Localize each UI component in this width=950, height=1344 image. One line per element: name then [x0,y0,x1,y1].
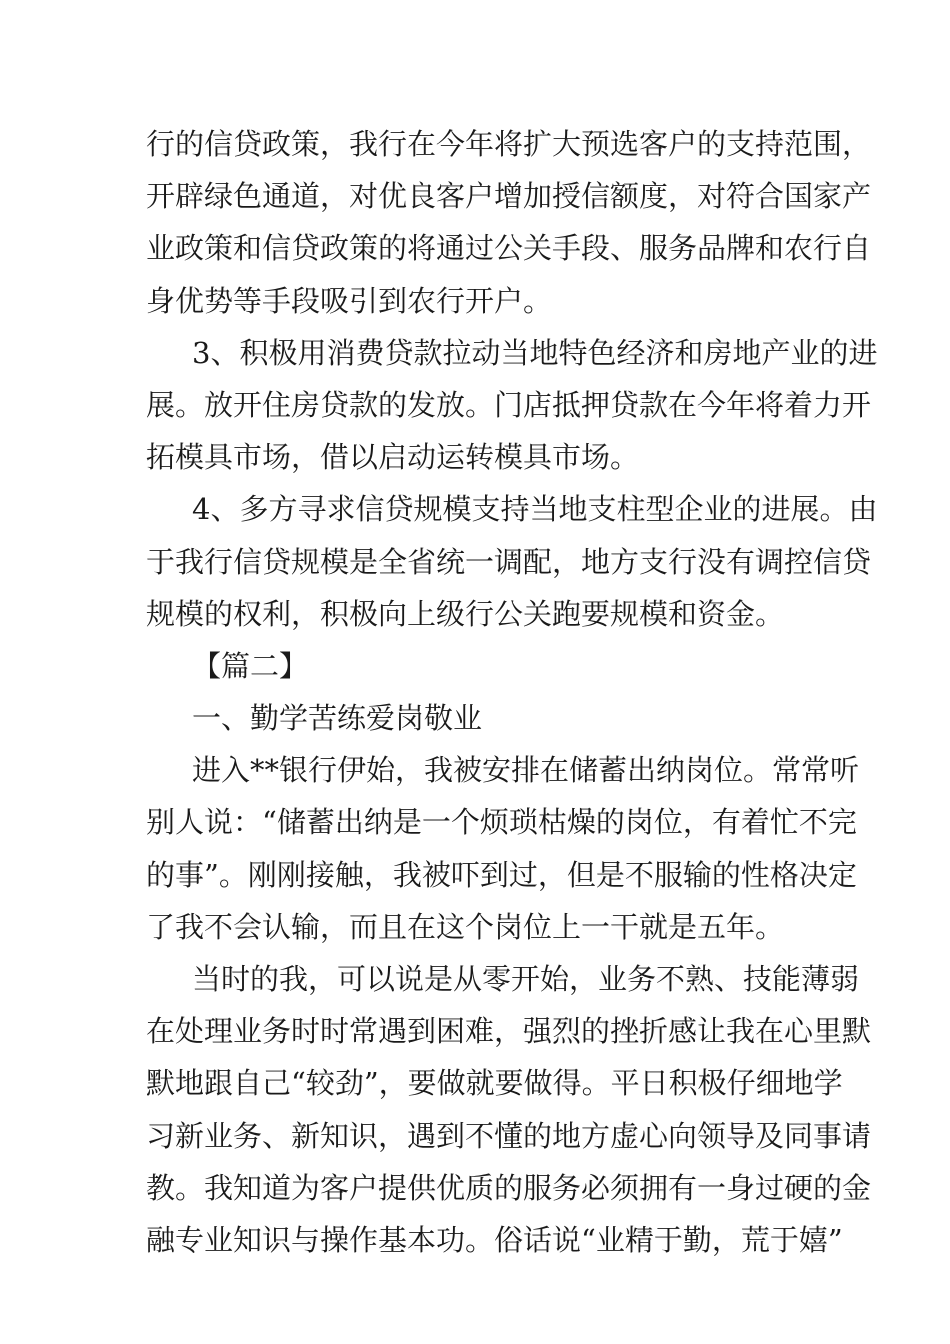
text-line-3: 业政策和信贷政策的将通过公关手段、服务品牌和农行自 [146,231,872,266]
text-line-19: 默地跟自己“较劲”，要做就要做得。平日积极仔细地学 [146,1066,843,1101]
text-line-14: 别人说：“储蓄出纳是一个烦琐枯燥的岗位，有着忙不完 [146,805,857,840]
text-line-22: 融专业知识与操作基本功。俗话说“业精于勤，荒于嬉” [146,1222,843,1257]
text-line-9: 于我行信贷规模是全省统一调配，地方支行没有调控信贷 [146,544,872,579]
text-line-7: 拓模具市场，借以启动运转模具市场。 [146,440,640,475]
text-line-13: 进入**银行伊始，我被安排在储蓄出纳岗位。常常听 [192,753,860,788]
document-body [146,118,878,1266]
text-line-16: 了我不会认输，而且在这个岗位上一干就是五年。 [146,909,785,944]
text-line-10: 规模的权利，积极向上级行公关跑要规模和资金。 [146,596,785,631]
text-line-1: 行的信贷政策，我行在今年将扩大预选客户的支持范围， [146,127,872,161]
text-line-2: 开辟绿色通道，对优良客户增加授信额度，对符合国家产 [146,179,872,214]
text-line-8: 4、多方寻求信贷规模支持当地支柱型企业的进展。由 [192,492,878,527]
text-line-20: 习新业务、新知识，遇到不懂的地方虚心向领导及同事请 [146,1118,872,1153]
text-line-4: 身优势等手段吸引到农行开户。 [146,283,553,318]
text-line-5: 3、积极用消费贷款拉动当地特色经济和房地产业的进 [192,335,878,370]
text-line-18: 在处理业务时时常遇到困难，强烈的挫折感让我在心里默 [146,1014,872,1049]
text-line-21: 教。我知道为客户提供优质的服务必须拥有一身过硬的金 [146,1170,872,1205]
subsection-heading: 一、勤学苦练爱岗敬业 [192,701,483,736]
section-heading: 【篇二】 [192,648,309,683]
text-line-15: 的事”。刚刚接触，我被吓到过，但是不服输的性格决定 [146,857,857,892]
text-line-17: 当时的我，可以说是从零开始，业务不熟、技能薄弱 [192,962,860,996]
text-line-6: 展。放开住房贷款的发放。门店抵押贷款在今年将着力开 [146,387,872,422]
